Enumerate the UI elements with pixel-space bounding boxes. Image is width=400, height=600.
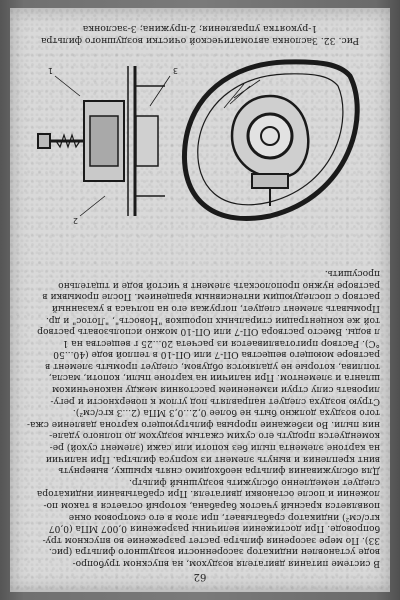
text-line: лировать силу струи изменением расстояния между наконечником: [52, 384, 380, 395]
text-line: бопроводе. При достижении величины разрежения 0,007 МПа (0,07: [48, 523, 380, 534]
text-line: на картоне элемента пыли без копоти или сажи (элемент сухой) ре-: [49, 442, 380, 453]
figure-caption-title: Рис. 32. Заслонка автоматической очистки воздушного фильтра: [40, 35, 360, 46]
callout-2: 2: [72, 216, 78, 225]
document-page: [10, 8, 390, 592]
filter-section-view: [38, 66, 165, 216]
text-line: Промывать элемент следует, погружая его на полчаса в указанный: [51, 302, 380, 313]
text-line: винт крепления и вынуть элемент из корпуса фильтра. При наличии: [45, 453, 380, 464]
text-line: воде установлен индикатор засоренности воздушного фильтра (рис.: [48, 546, 380, 557]
text-line: раствор с последующим интенсивным вращением. После промывки в: [42, 291, 380, 302]
body-text: [20, 267, 380, 568]
text-line: топлива, которые не удаляются обдувом, следует промыть элемент в: [45, 360, 380, 371]
text-line: ния пыли. Во избежание прорыва фильтрующего картона давление сжа-: [26, 418, 380, 429]
text-line: кгс/см²) индикатор срабатывает, при этом в его смотровом окне: [68, 511, 380, 522]
filter-housing-side-view: [184, 62, 357, 219]
text-line: появляется красный участок барабана, который остается в таком по-: [43, 500, 380, 511]
text-line: Для обслуживания фильтра необходимо снять крышку, вывернуть: [58, 465, 380, 476]
figure-caption: [20, 22, 380, 46]
text-line: ложении и после остановки двигателя. При срабатывании индикатора: [36, 488, 380, 499]
text-line: 33). По мере засорения фильтра растет разрежение во впускном тру-: [42, 534, 380, 545]
text-line: шланга и элементом. При наличии на картоне пыли, копоти, масла,: [48, 372, 380, 383]
rotated-page-content: [10, 8, 390, 592]
text-line: комендуется продуть его сухим сжатым воздухом до полного удале-: [49, 430, 380, 441]
text-line: л воды. Вместо раствора ОП-7 или ОП-10 можно использовать раствор: [37, 326, 380, 337]
figure-caption-legend: 1-рукоятка управления; 2-пружина; 3-заслонка: [82, 23, 318, 34]
page-number: 62: [193, 571, 207, 582]
text-line: следует немедленно обслужить воздушный фильтр.: [129, 476, 380, 487]
callout-1: 1: [47, 66, 53, 75]
callout-3: 3: [172, 66, 178, 75]
text-line: той же концентрации стиральных порошков "Новость", "Лотос" и др.: [45, 314, 380, 325]
text-line: растворе моющего вещества ОП-7 или ОП-10 в теплой воде (40...50: [53, 349, 380, 360]
text-line: просушить.: [324, 268, 380, 279]
text-line: того воздуха должно быть не более 0,2...0,3 МПа (2...3 кгс/см²).: [72, 407, 380, 418]
text-line: °С). Раствор приготавливается из расчета 20...25 г вещества на 1: [62, 337, 380, 348]
figure-drawing: [20, 56, 380, 236]
text-line: растворе нужно прополоскать элемент в чистой воде и тщательно: [58, 279, 380, 290]
figure-air-filter-damper: [20, 56, 380, 236]
text-line: Струю воздуха следует направлять под углом к поверхности и регу-: [50, 395, 380, 406]
text-line: В системе питания двигателя воздухом, на впускном трубопро-: [72, 558, 380, 568]
